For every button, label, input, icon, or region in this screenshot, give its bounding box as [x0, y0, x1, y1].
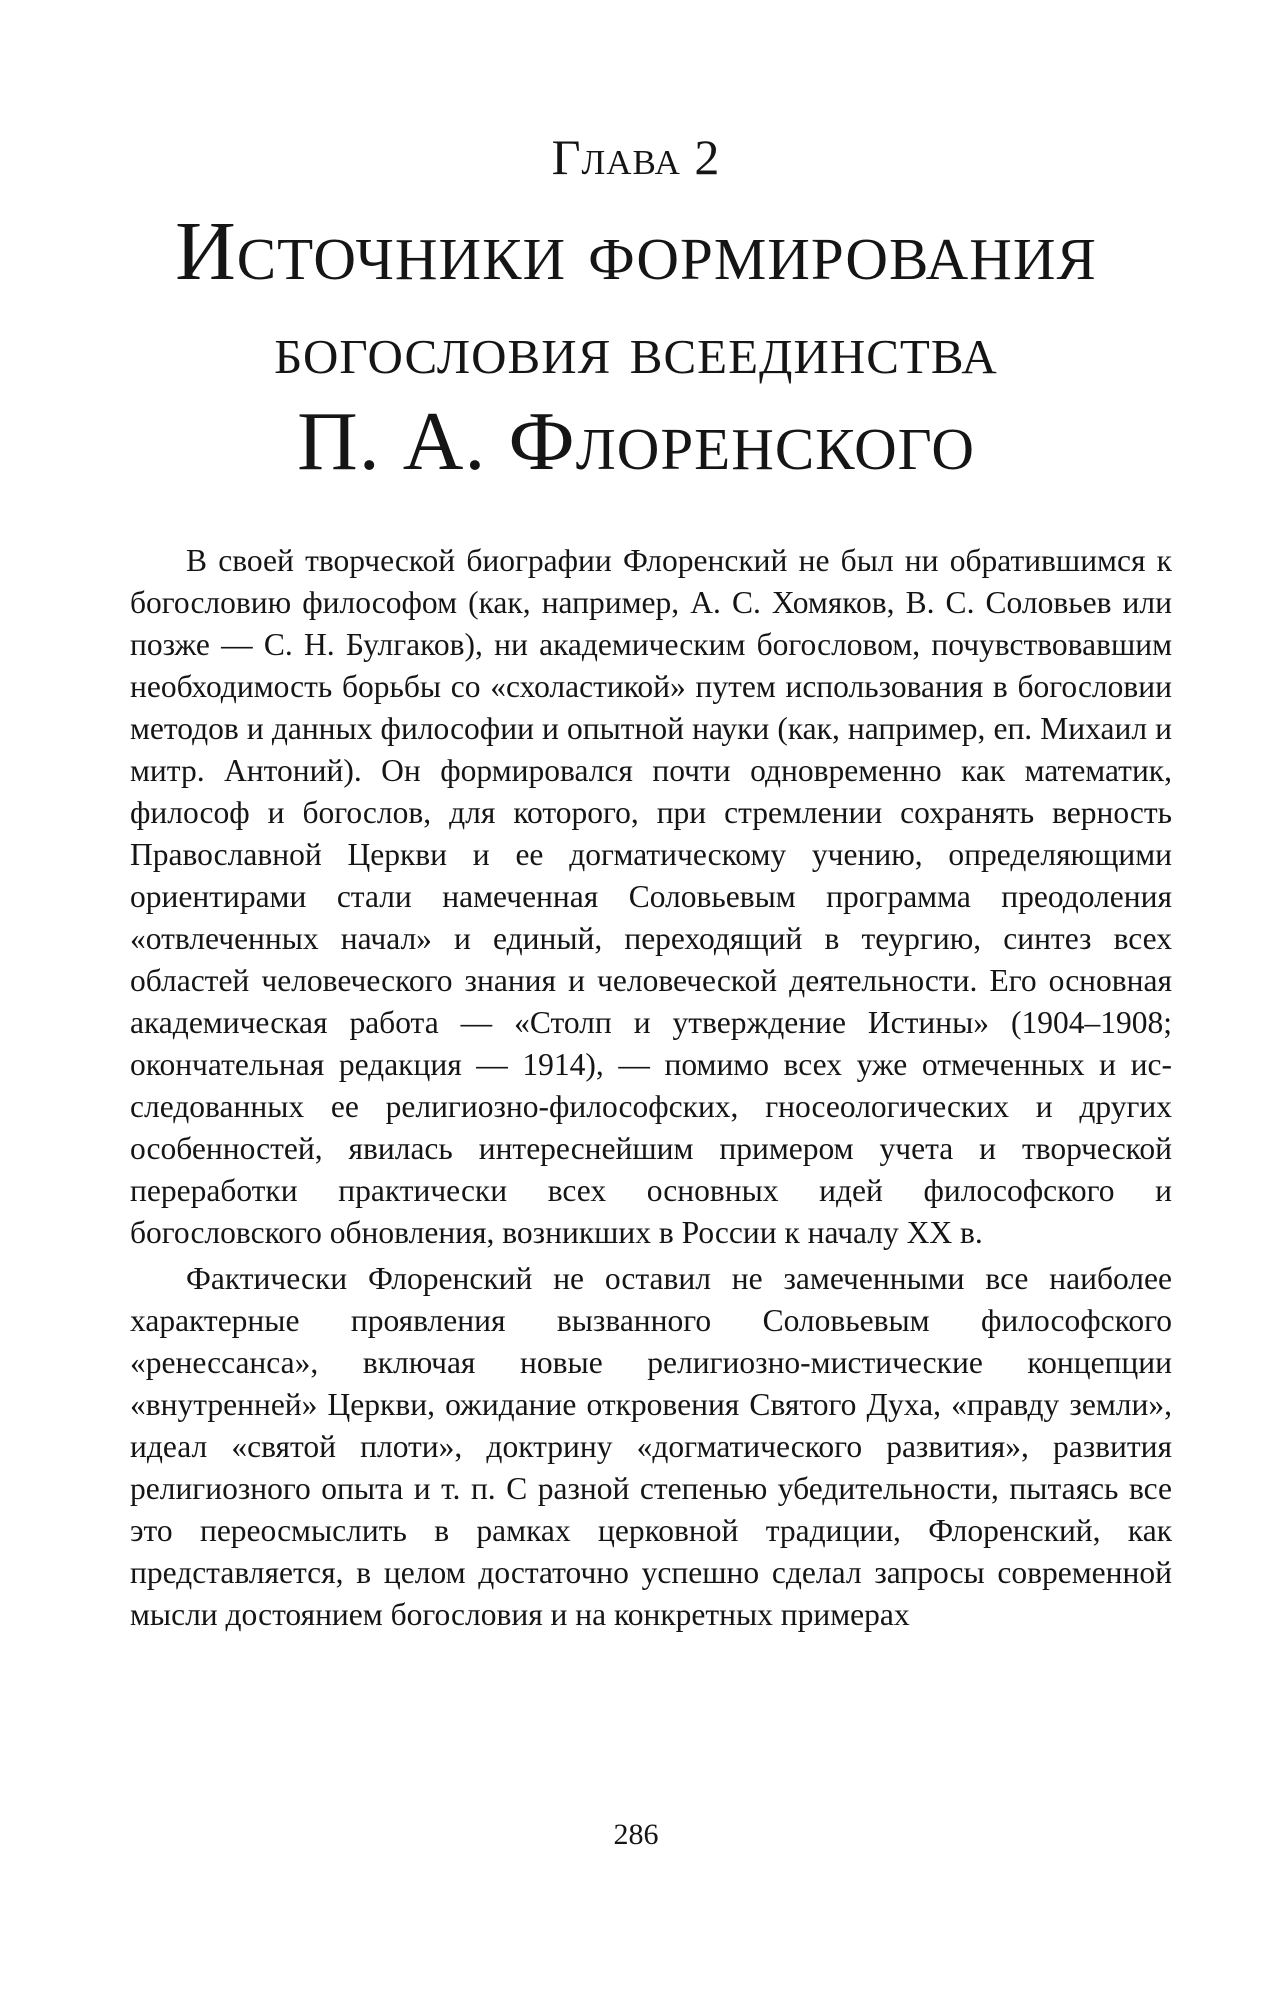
paragraph-1: В своей творческой биографии Флоренский не был ни обратившимся к богословию философом (как, например, А. С. Хомяков, В. С. Соловьев или позже — С. Н. Булгаков), ни академическим богословом, почувствовавшим необходимость борьбы со «схоластикой» путем использования в богословии методов и данных философии и опытной науки (как, например, еп. Михаил и митр. Антоний). Он формировался почти одновременно как математик, философ и богослов, для которого, при стремлении сохранять верность Православной Церкви и ее догматическому учению, определяющими ориентирами стали намеченная Соловьевым программа преодоления «отвлеченных начал» и единый, переходящий в теургию, синтез всех областей человеческого знания и человеческой деятельности. Его основная академическая работа — «Столп и утверждение Истины» (1904–1908; окончательная редакция — 1914), — помимо всех уже отмеченных и исследованных ее религиозно-философских, гносеологических и других особенностей, явилась интереснейшим примером учета и творческой переработки практически всех основных идей философского и богословского обновления, возникших в России к началу XX в.: [130, 543, 1172, 1250]
chapter-title: [0, 205, 1272, 488]
chapter-title-line-2: богословия всеединства: [274, 312, 998, 389]
chapter-title-line-1: Источники формирования: [175, 205, 1097, 298]
chapter-title-line-3: П. А. Флоренского: [297, 395, 975, 488]
page-number: 286: [613, 1818, 659, 1851]
body-text: [130, 540, 1172, 1636]
paragraph-2: Фактически Флоренский не оставил не замеченными все наиболее характерные проявления вызванного Соловьевым философского «ренессанса», включая новые религиозно-мистические концепции «внутренней» Церкви, ожидание откровения Святого Духа, «правду земли», идеал «святой плоти», доктрину «догматического развития», развития религиозного опыта и т. п. С разной степенью убедительности, пытаясь все это переосмыслить в рамках церковной традиции, Флоренский, как представляется, в целом достаточно успешно сделал запросы современной мысли достоянием богословия и на конкретных примерах: [130, 1261, 1172, 1632]
chapter-label: Глава 2: [551, 129, 721, 185]
